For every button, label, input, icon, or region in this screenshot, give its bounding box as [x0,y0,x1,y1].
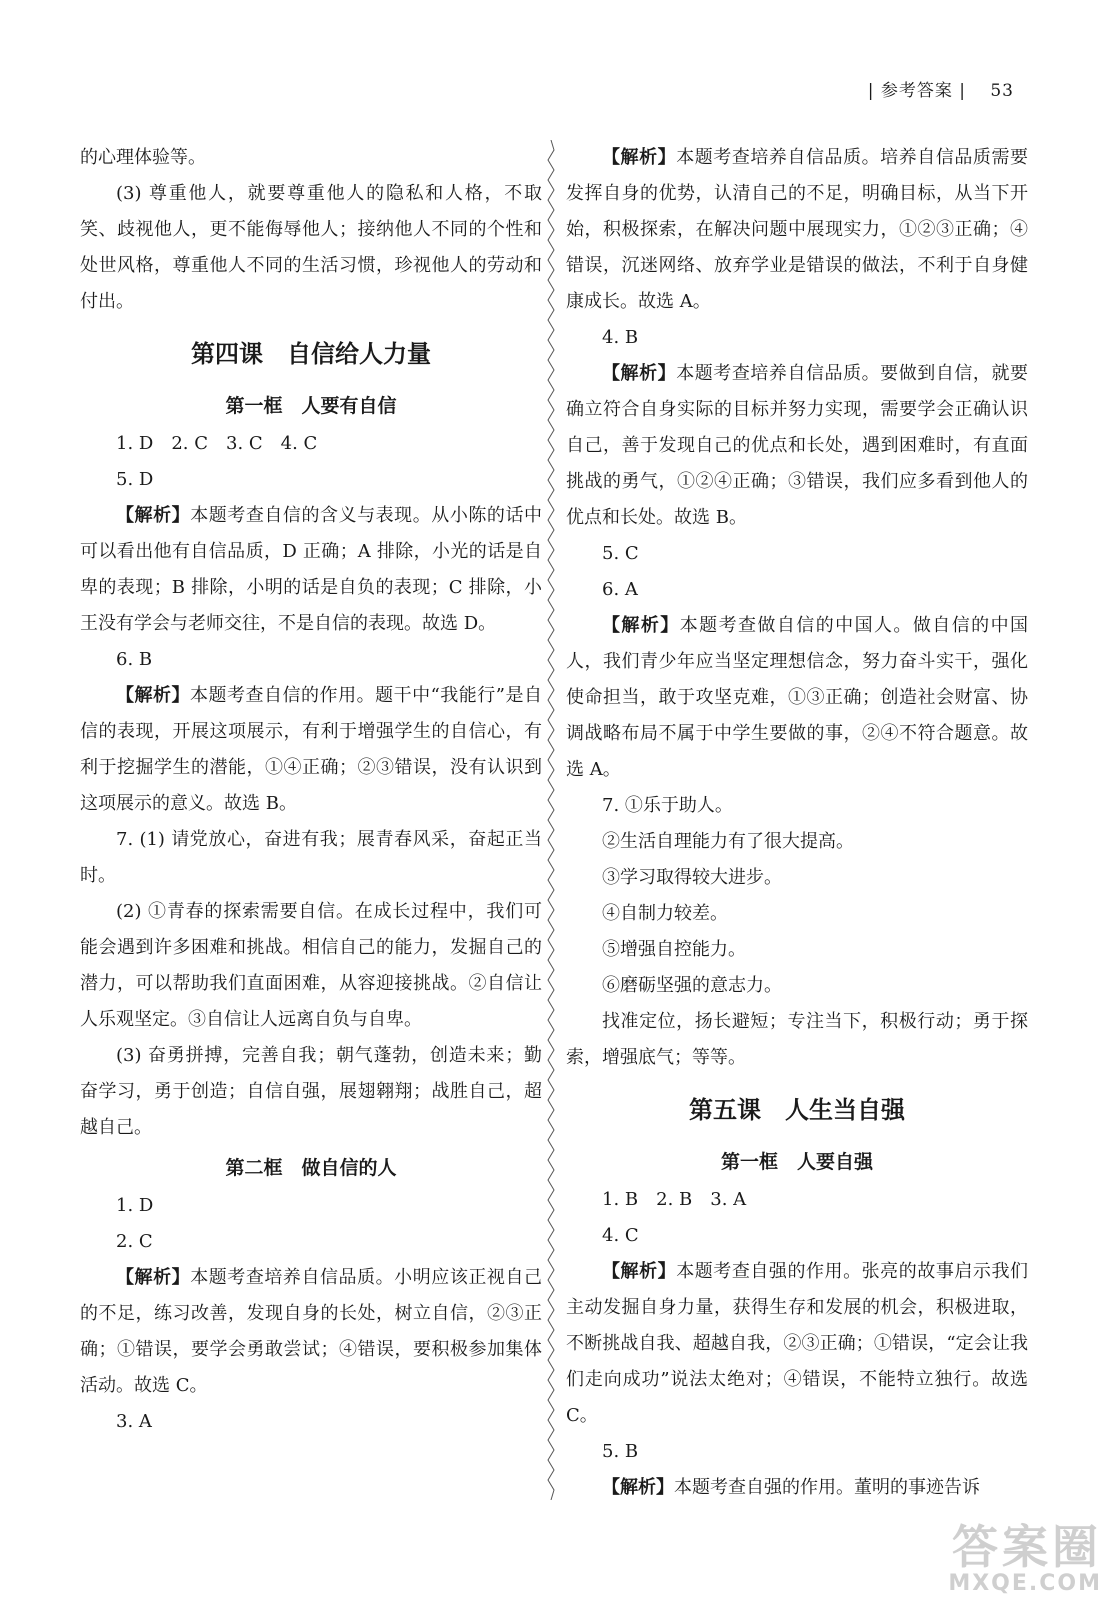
explanation-text: 本题考查培养自信品质。小明应该正视自己的不足，练习改善，发现自身的长处，树立自信，②③正确；①错误，要学会勇敢尝试；④错误，要积极参加集体活动。故选 C。 [80,1267,543,1396]
analysis-tag: 【解析】 [602,1261,677,1282]
answer-line: 3. A [116,1411,152,1432]
explanation [80,678,542,822]
explanation [80,498,542,642]
explanation-text: 本题考查自强的作用。董明的事迹告诉 [674,1477,980,1498]
analysis-tag: 【解析】 [116,685,191,706]
frame-title: 第一框 人要有自信 [225,395,397,417]
explanation [80,1260,542,1404]
answer-line: 2. C [116,1231,153,1252]
analysis-tag: 【解析】 [116,1267,191,1288]
paragraph: 7. (1) 请党放心，奋进有我；展青春风采，奋起正当时。 [80,829,542,886]
explanation-text: 本题考查做自信的中国人。做自信的中国人，我们青少年应当坚定理想信念，努力奋斗实干，强化使命担当，敢于攻坚克难，①③正确；创造社会财富、协调战略布局不属于中学生要做的事，②④不符合题意。故选 A。 [566,615,1029,780]
answer-line: 4. C [602,1225,639,1246]
analysis-tag: 【解析】 [602,615,680,636]
explanation-text: 本题考查培养自信品质。要做到自信，就要确立符合自身实际的目标并努力实现，需要学会正确认识自己，善于发现自己的优点和长处，遇到困难时，有直面挑战的勇气，①②④正确；③错误，我们应多看到他人的优点和长处。故选 B。 [566,363,1029,528]
lesson-title: 第五课 人生当自强 [689,1096,905,1124]
answer-line: 4. B [602,327,639,348]
analysis-tag: 【解析】 [602,363,677,384]
column-divider [546,140,556,1500]
answer-line: 5. D [116,469,154,490]
answer-line: 6. A [602,579,638,600]
analysis-tag: 【解析】 [116,505,191,526]
explanation [566,140,1028,320]
answer-line: ⑥磨砺坚强的意志力。 [602,975,782,996]
paragraph: (3) 奋勇拼搏，完善自我；朝气蓬勃，创造未来；勤奋学习，勇于创造；自信自强，展翅翱翔；战胜自己，超越自己。 [80,1045,542,1138]
answer-line: 1. D 2. C 3. C 4. C [116,433,318,454]
watermark-logo: 答案圈 [952,1520,1102,1574]
explanation-text: 本题考查自强的作用。张亮的故事启示我们主动发掘自身力量，获得生存和发展的机会，积极进取，不断挑战自我、超越自我，②③正确；①错误，“定会让我们走向成功”说法太绝对；④错误，不能特立独行。故选 C。 [566,1261,1029,1426]
page-header [868,76,1014,101]
answer-line: ③学习取得较大进步。 [602,867,782,888]
answer-line: 1. D [116,1195,154,1216]
paragraph: (2) ①青春的探索需要自信。在成长过程中，我们可能会遇到许多困难和挑战。相信自己的能力，发掘自己的潜力，可以帮助我们直面困难，从容迎接挑战。②自信让人乐观坚定。③自信让人远离自负与自卑。 [80,901,542,1030]
analysis-tag: 【解析】 [602,1477,674,1498]
watermark [948,1520,1102,1596]
page-number: 53 [990,81,1014,101]
watermark-url: MXQE.COM [948,1571,1102,1596]
answer-line: 5. B [602,1441,639,1462]
paragraph: (3) 尊重他人，就要尊重他人的隐私和人格，不取笑、歧视他人，更不能侮辱他人；接纳他人不同的个性和处世风格，尊重他人不同的生活习惯，珍视他人的劳动和付出。 [80,183,542,312]
explanation [566,1254,1028,1434]
explanation-text: 本题考查自信的作用。题干中“我能行”是自信的表现，开展这项展示，有利于增强学生的自信心，有利于挖掘学生的潜能，①④正确；②③错误，没有认识到这项展示的意义。故选 B。 [80,685,543,814]
explanation [566,356,1028,536]
explanation-text: 本题考查培养自信品质。培养自信品质需要发挥自身的优势，认清自己的不足，明确目标，从当下开始，积极探索，在解决问题中展现实力，①②③正确；④错误，沉迷网络、放弃学业是错误的做法，不利于自身健康成长。故选 A。 [566,147,1029,312]
answer-line: ④自制力较差。 [602,903,728,924]
right-column [566,140,1028,1506]
section-label: | 参考答案 | [867,81,966,101]
explanation-text: 本题考查自信的含义与表现。从小陈的话中可以看出他有自信品质，D 正确；A 排除，小光的话是自卑的表现；B 排除，小明的话是自负的表现；C 排除，小王没有学会与老师交往，不是自信的表现。故选 D。 [80,505,543,634]
answer-line: 6. B [116,649,153,670]
answer-line: ②生活自理能力有了很大提高。 [602,831,854,852]
explanation [566,608,1028,788]
left-column [80,140,542,1440]
answer-line: ⑤增强自控能力。 [602,939,746,960]
analysis-tag: 【解析】 [602,147,677,168]
explanation [566,1470,1028,1506]
divider-zigzag [548,140,554,1500]
paragraph: 的心理体验等。 [80,147,206,168]
frame-title: 第二框 做自信的人 [225,1157,397,1179]
lesson-title: 第四课 自信给人力量 [191,340,431,368]
answer-line: 1. B 2. B 3. A [602,1189,747,1210]
answer-line: 5. C [602,543,639,564]
paragraph: 找准定位，扬长避短；专注当下，积极行动；勇于探索，增强底气；等等。 [566,1011,1028,1068]
answer-line: 7. ①乐于助人。 [602,795,733,816]
frame-title: 第一框 人要自强 [720,1151,873,1173]
